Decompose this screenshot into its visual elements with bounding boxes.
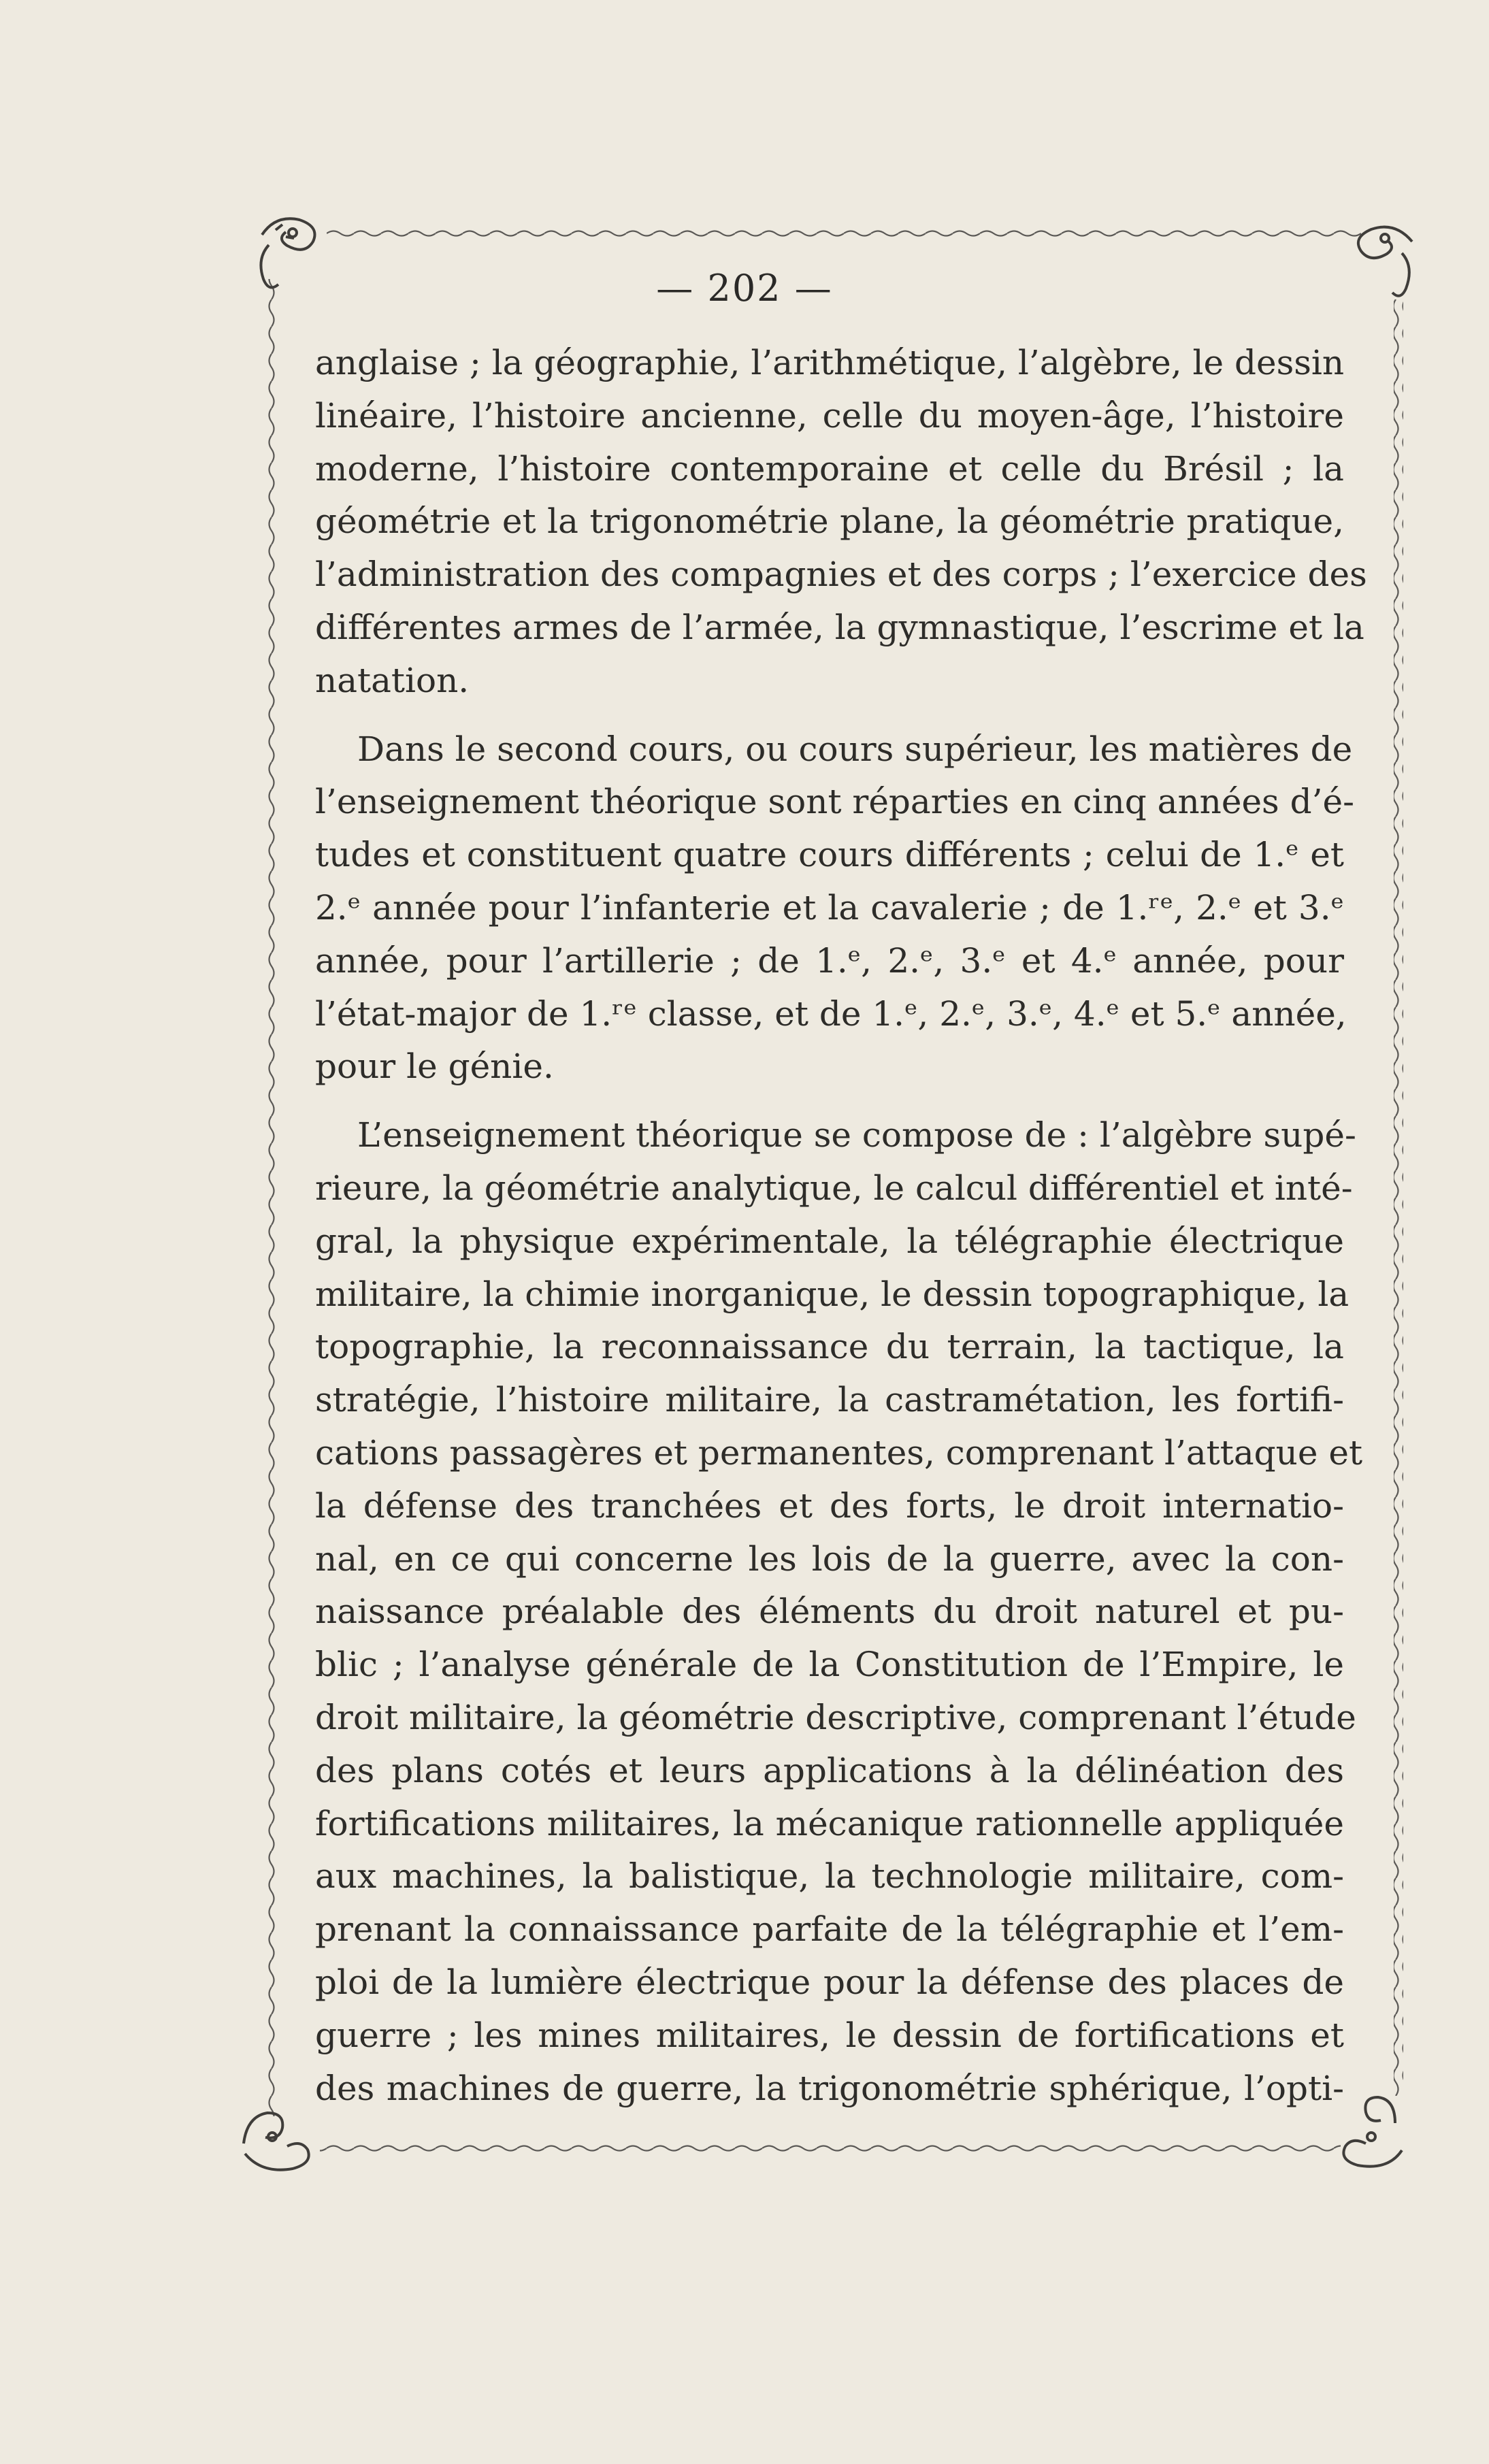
text-line: anglaise ; la géographie, l’arithmétique, l’algèbre, le dessin [315, 343, 1345, 382]
corner-ornament-bottom-left-icon [244, 2113, 309, 2170]
text-line: année, pour l’artillerie ; de 1.ᵉ, 2.ᵉ, 3.ᵉ et 4.ᵉ année, pour [315, 940, 1344, 981]
text-line: l’administration des compagnies et des corps ; l’exercice des [315, 555, 1367, 595]
text-line: stratégie, l’histoire militaire, la castramétation, les fortifi- [315, 1380, 1344, 1420]
text-line: moderne, l’histoire contemporaine et celle du Brésil ; la [315, 448, 1344, 489]
text-line: 2.ᵉ année pour l’infanterie et la cavalerie ; de 1.ʳᵉ, 2.ᵉ et 3.ᵉ [315, 887, 1344, 927]
paragraph-3 [315, 1109, 1363, 2115]
border-right [1394, 299, 1403, 2096]
paragraph-1 [315, 337, 1367, 708]
text-line: tudes et constituent quatre cours différents ; celui de 1.ᵉ et [315, 835, 1344, 875]
border-bottom [320, 2143, 1341, 2153]
text-line: naissance préalable des éléments du droit naturel et pu- [315, 1592, 1344, 1632]
text-line: différentes armes de l’armée, la gymnastique, l’escrime et la [315, 607, 1364, 647]
text-line: Dans le second cours, ou cours supérieur, les matières de [357, 729, 1353, 769]
text-line: droit militaire, la géométrie descriptive, comprenant l’étude [315, 1697, 1356, 1737]
text-line: natation. [315, 660, 470, 700]
corner-ornament-bottom-right-icon [1343, 2097, 1402, 2167]
text-line: l’enseignement théorique sont réparties en cinq années d’é- [315, 782, 1354, 822]
paragraph-2 [315, 723, 1354, 1094]
text-line: rieure, la géométrie analytique, le calcul différentiel et inté- [315, 1168, 1353, 1208]
text-line: aux machines, la balistique, la technologie militaire, com- [315, 1856, 1344, 1896]
text-line: géométrie et la trigonométrie plane, la géométrie pratique, [315, 502, 1344, 542]
text-line: cations passagères et permanentes, comprenant l’attaque et [315, 1432, 1363, 1473]
page-number: — 202 — [656, 267, 833, 310]
text-line: guerre ; les mines militaires, le dessin de fortifications et [315, 2015, 1344, 2055]
text-line: L’enseignement théorique se compose de : l’algèbre supé- [357, 1115, 1356, 1155]
text-line: linéaire, l’histoire ancienne, celle du moyen-âge, l’histoire [315, 395, 1344, 436]
text-line: blic ; l’analyse générale de la Constitution de l’Empire, le [315, 1645, 1344, 1685]
text-line: fortifications militaires, la mécanique rationnelle appliquée [315, 1803, 1344, 1843]
text-line: topographie, la reconnaissance du terrain, la tactique, la [315, 1327, 1344, 1367]
body-text [315, 337, 1367, 2115]
text-line: des machines de guerre, la trigonométrie sphérique, l’opti- [315, 2068, 1344, 2108]
text-line: ploi de la lumière électrique pour la défense des places de [315, 1962, 1344, 2002]
text-line: l’état-major de 1.ʳᵉ classe, et de 1.ᵉ, 2.ᵉ, 3.ᵉ, 4.ᵉ et 5.ᵉ année, [315, 993, 1347, 1034]
border-left [267, 279, 277, 2116]
text-line: prenant la connaissance parfaite de la télégraphie et l’em- [315, 1909, 1344, 1950]
text-line: la défense des tranchées et des forts, le droit internatio- [315, 1485, 1344, 1526]
text-line: militaire, la chimie inorganique, le dessin topographique, la [315, 1274, 1349, 1314]
border-top [327, 228, 1361, 237]
text-line: pour le génie. [315, 1047, 554, 1087]
text-line: des plans cotés et leurs applications à la délinéation des [315, 1750, 1344, 1790]
text-line: nal, en ce qui concerne les lois de la guerre, avec la con- [315, 1539, 1344, 1579]
text-line: gral, la physique expérimentale, la télégraphie électrique [315, 1221, 1344, 1261]
